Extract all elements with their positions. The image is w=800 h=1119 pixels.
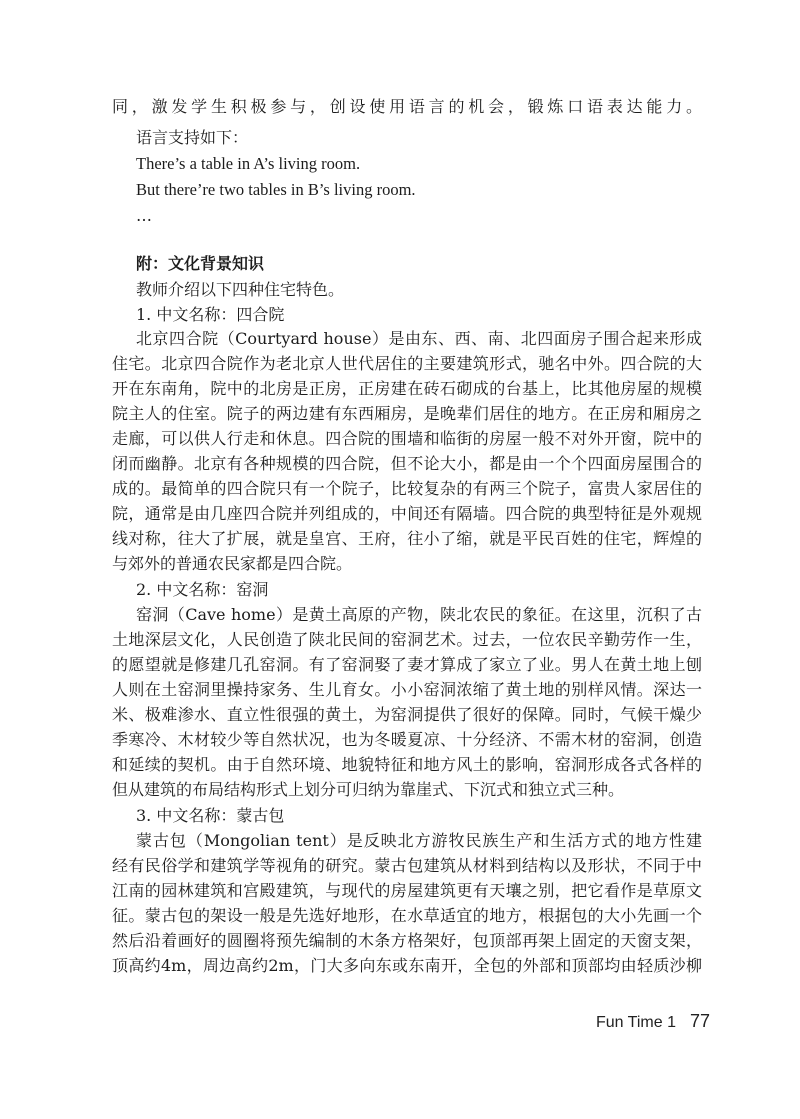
- paragraph-line: 与郊外的普通农民家都是四合院。: [112, 554, 353, 573]
- example-sentence: There’s a table in A’s living room.: [136, 154, 361, 173]
- footer-label: Fun Time 1: [595, 1014, 676, 1031]
- paragraph-line: 院，通常是由几座四合院并列组成的，中间还有隔墙。四合院的典型特征是外观规: [112, 504, 702, 523]
- intro-line: 教师介绍以下四种住宅特色。: [136, 280, 345, 299]
- paragraph-line: 季寒冷、木材较少等自然状况，也为冬暖夏凉、十分经济、不需木材的窑洞，创造: [112, 730, 702, 749]
- paragraph-line: 同，激发学生积极参与，创设使用语言的机会，锻炼口语表达能力。: [112, 97, 702, 116]
- paragraph-line: 江南的园林建筑和宫殿建筑，与现代的房屋建筑更有天壤之别，把它看作是草原文: [112, 881, 702, 900]
- page-footer: [560, 1011, 710, 1032]
- paragraph-line: 然后沿着画好的圆圈将预先编制的木条方格架好，包顶部再架上固定的天窗支架，: [112, 931, 702, 950]
- paragraph-line: 住宅。北京四合院作为老北京人世代居住的主要建筑形式，驰名中外。四合院的大: [112, 354, 702, 373]
- paragraph-line: 和延续的契机。由于自然环境、地貌特征和地方风土的影响，窑洞形成各式各样的: [112, 755, 702, 774]
- ellipsis: …: [136, 206, 152, 225]
- example-sentence: But there’re two tables in B’s living room.: [136, 180, 416, 199]
- section-heading-menggubao: 3. 中文名称：蒙古包: [136, 806, 285, 825]
- paragraph-line: 窑洞（Cave home）是黄土高原的产物，陕北农民的象征。在这里，沉积了古: [136, 605, 702, 624]
- paragraph-line: 院主人的住室。院子的两边建有东西厢房，是晚辈们居住的地方。在正房和厢房之: [112, 404, 702, 423]
- paragraph-line: 人则在土窑洞里操持家务、生儿育女。小小窑洞浓缩了黄土地的别样风情。深达一: [112, 680, 702, 699]
- page-number: 77: [689, 1011, 710, 1031]
- language-support-heading: 语言支持如下：: [136, 128, 249, 147]
- paragraph-line: 土地深层文化，人民创造了陕北民间的窑洞艺术。过去，一位农民辛勤劳作一生，: [112, 630, 702, 649]
- section-heading-yaodong: 2. 中文名称：窑洞: [136, 580, 269, 599]
- paragraph-line: 米、极难渗水、直立性很强的黄土，为窑洞提供了很好的保障。同时，气候干燥少: [112, 705, 702, 724]
- paragraph-line: 经有民俗学和建筑学等视角的研究。蒙古包建筑从材料到结构以及形状，不同于中: [112, 856, 702, 875]
- appendix-heading: 附：文化背景知识: [136, 254, 265, 273]
- paragraph-line: 闭而幽静。北京有各种规模的四合院，但不论大小，都是由一个个四面房屋围合的: [112, 454, 702, 473]
- paragraph-line: 蒙古包（Mongolian tent）是反映北方游牧民族生产和生活方式的地方性建: [136, 831, 702, 850]
- paragraph-line: 成的。最简单的四合院只有一个院子，比较复杂的有两三个院子，富贵人家居住的: [112, 479, 702, 498]
- paragraph-line: 北京四合院（Courtyard house）是由东、西、南、北四面房子围合起来形成: [136, 329, 702, 348]
- paragraph-line: 但从建筑的布局结构形式上划分可归纳为靠崖式、下沉式和独立式三种。: [112, 780, 625, 799]
- paragraph-line: 走廊，可以供人行走和休息。四合院的围墙和临街的房屋一般不对外开窗，院中的: [112, 429, 702, 448]
- paragraph-line: 的愿望就是修建几孔窑洞。有了窑洞娶了妻才算成了家立了业。男人在黄土地上刨: [112, 655, 702, 674]
- paragraph-line: 顶高约4m，周边高约2m，门大多向东或东南开，全包的外部和顶部均由轻质沙柳: [112, 956, 702, 975]
- paragraph-line: 开在东南角，院中的北房是正房，正房建在砖石砌成的台基上，比其他房屋的规模: [112, 379, 702, 398]
- section-heading-siheyuan: 1. 中文名称：四合院: [136, 305, 285, 324]
- paragraph-line: 征。蒙古包的架设一般是先选好地形，在水草适宜的地方，根据包的大小先画一个: [112, 906, 702, 925]
- paragraph-line: 线对称，往大了扩展，就是皇宫、王府，往小了缩，就是平民百姓的住宅，辉煌的: [112, 529, 702, 548]
